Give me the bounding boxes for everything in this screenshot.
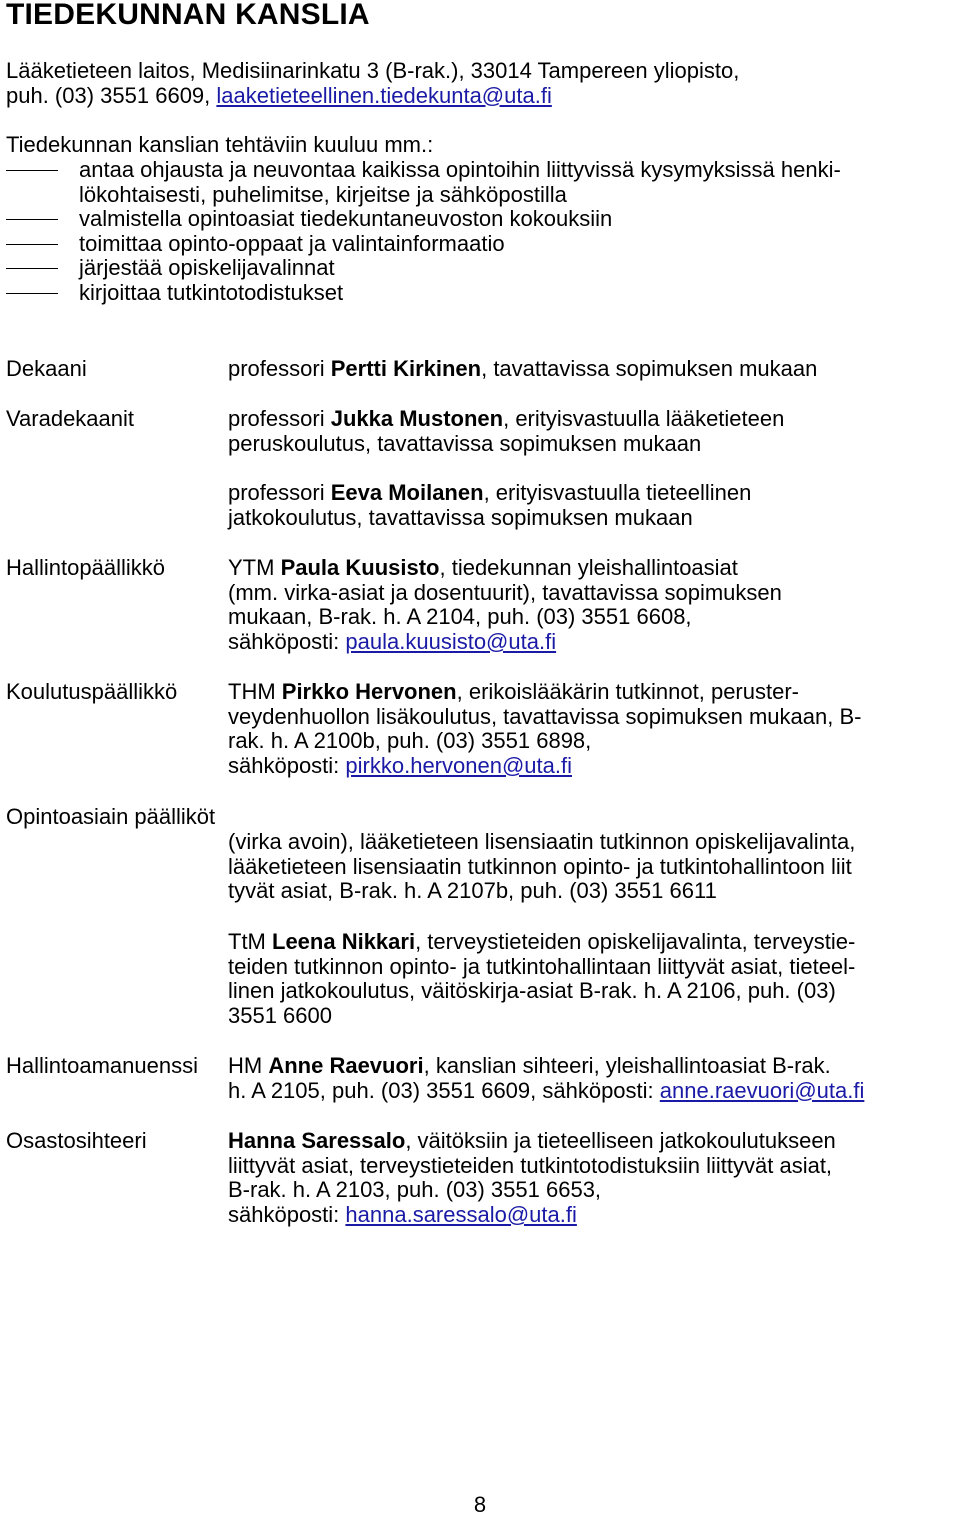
task-item: järjestää opiskelijavalinnat	[6, 256, 956, 281]
person-name: Anne Raevuori	[268, 1053, 424, 1078]
tasks-intro: Tiedekunnan kanslian tehtäviin kuuluu mm.:	[6, 132, 434, 157]
task-item: toimittaa opinto-oppaat ja valintainformaatio	[6, 232, 956, 257]
person-name: Pertti Kirkinen	[330, 356, 482, 381]
role-koulutuspaallikko: Koulutuspäällikkö	[6, 679, 178, 704]
dash-bullet	[6, 219, 58, 220]
person-name: Hanna Saressalo	[228, 1128, 406, 1153]
task-item: kirjoittaa tutkintotodistukset	[6, 281, 956, 306]
person-name: Eeva Moilanen	[330, 480, 484, 505]
email-link-kuusisto[interactable]: paula.kuusisto@uta.fi	[345, 628, 557, 654]
role-osastosihteeri: Osastosihteeri	[6, 1128, 147, 1153]
page-title: TIEDEKUNNAN KANSLIA	[6, 0, 370, 31]
person-name: Jukka Mustonen	[330, 406, 504, 431]
phone-text: puh. (03) 3551 6609,	[6, 82, 217, 108]
address-block	[6, 59, 956, 108]
person-name: Pirkko Hervonen	[281, 679, 457, 704]
dekaani-desc: professori Pertti Kirkinen, tavattavissa sopimuksen mukaan	[228, 356, 818, 381]
page-number: 8	[473, 1492, 487, 1517]
task-item: valmistella opintoasiat tiedekuntaneuvoston kokouksiin	[6, 207, 956, 232]
varadekaani-2-desc: professori Eeva Moilanen, erityisvastuulla tieteellinen jatkokoulutus, tavattavissa sopimuksen mukaan	[228, 480, 752, 530]
dash-bullet	[6, 244, 58, 245]
person-name: Leena Nikkari	[272, 929, 416, 954]
dash-bullet	[6, 268, 58, 269]
faculty-email-link[interactable]: laaketieteellinen.tiedekunta@uta.fi	[216, 82, 552, 108]
varadekaani-1-desc: professori Jukka Mustonen, erityisvastuulla lääketieteen peruskoulutus, tavattavissa sopimuksen mukaan	[228, 406, 785, 456]
dash-bullet	[6, 293, 58, 294]
dash-bullet	[6, 170, 58, 171]
task-item-continuation: lökohtaisesti, puhelimitse, kirjeitse ja sähköpostilla	[79, 181, 567, 207]
osastosihteeri-desc: Hanna Saressalo, väitöksiin ja tieteelliseen jatkokoulutukseen liittyvät asiat, terveystieteiden tutkintotodistuksiin liittyvät asiat, B-rak. h. A 2103, puh. (03) 3551 6653, sähköposti: hanna.saressalo@uta.fi	[228, 1128, 836, 1227]
contact-line	[6, 84, 956, 109]
hallintopaallikko-desc: YTM Paula Kuusisto, tiedekunnan yleishallintoasiat (mm. virka-asiat ja dosentuurit), tavattavissa sopimuksen mukaan, B-rak. h. A 2104, puh. (03) 3551 6608, sähköposti: paula.kuusisto@uta.fi	[228, 555, 782, 654]
email-link-saressalo[interactable]: hanna.saressalo@uta.fi	[345, 1201, 577, 1227]
task-item: antaa ohjausta ja neuvontaa kaikissa opintoihin liittyvissä kysymyksissä henki-	[6, 158, 956, 183]
role-hallintopaallikko: Hallintopäällikkö	[6, 555, 165, 580]
email-link-raevuori[interactable]: anne.raevuori@uta.fi	[659, 1077, 865, 1103]
address-line: Lääketieteen laitos, Medisiinarinkatu 3 (B-rak.), 33014 Tampereen yliopisto,	[6, 58, 740, 83]
role-varadekaanit: Varadekaanit	[6, 406, 135, 431]
role-opintoasiain-paallikot: Opintoasiain päälliköt	[6, 804, 216, 829]
opintoasiain-2-desc: TtM Leena Nikkari, terveystieteiden opiskelijavalinta, terveystie- teiden tutkinnon opinto- ja tutkintohallintaan liittyvät asiat, tieteel- linen jatkokoulutus, väitöskirja-asiat B-rak. h. A 2106, puh. (03) 3551 6600	[228, 929, 856, 1028]
role-hallintoamanuenssi: Hallintoamanuenssi	[6, 1053, 198, 1078]
opintoasiain-1-desc: (virka avoin), lääketieteen lisensiaatin tutkinnon opiskelijavalinta, lääketieteen lisensiaatin tutkinnon opinto- ja tutkintohallintoon liit tyvät asiat, B-rak. h. A 2107b, puh. (03) 3551 6611	[228, 829, 856, 904]
hallintoamanuenssi-desc: HM Anne Raevuori, kanslian sihteeri, yleishallintoasiat B-rak. h. A 2105, puh. (03) 3551 6609, sähköposti: anne.raevuori@uta.fi	[228, 1053, 865, 1103]
task-list	[6, 158, 956, 306]
email-link-hervonen[interactable]: pirkko.hervonen@uta.fi	[345, 752, 572, 778]
koulutuspaallikko-desc: THM Pirkko Hervonen, erikoislääkärin tutkinnot, peruster- veydenhuollon lisäkoulutus, tavattavissa sopimuksen mukaan, B- rak. h. A 2100b, puh. (03) 3551 6898, sähköposti: pirkko.hervonen@uta.fi	[228, 679, 862, 778]
role-dekaani: Dekaani	[6, 356, 87, 381]
person-name: Paula Kuusisto	[280, 555, 440, 580]
